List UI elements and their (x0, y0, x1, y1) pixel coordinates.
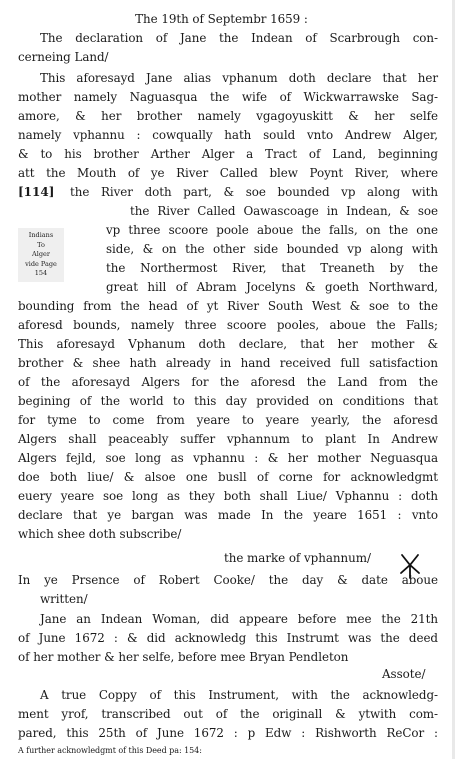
text-line-35: A true Coppy of this Instrument, with the acknowledg- (40, 688, 438, 702)
text-line-13: the Northermost River, that Treaneth by the (106, 261, 438, 275)
text-line-4: mother namely Naguasqua the wife of Wickwarrawske Sag- (18, 90, 438, 104)
text-line-34: Assote/ (382, 667, 426, 681)
text-line-32: of June 1672 : & did acknowledg this Instrumt was the deed (18, 631, 438, 645)
text-line-24: doe both liue/ & alsoe one busll of corne for acknowledgmt (18, 470, 438, 484)
page-reference: [114] (18, 185, 55, 199)
text-line-27: which shee doth subscribe/ (18, 527, 182, 541)
text-line-1: The declaration of Jane the Indean of Scarbrough con- (40, 31, 438, 45)
text-line-21: for tyme to come from yeare to yeare yearly, the aforesd (18, 413, 438, 427)
margin-note-line-5: 154 (34, 269, 48, 278)
text-line-36: ment yrof, transcribed out of the originall & ytwith com- (18, 707, 438, 721)
text-line-37: pared, this 25th of June 1672 : p Edw : Rishworth ReCor : (18, 726, 438, 740)
text-line-8: att the Mouth of ye River Called blew Poynt River, where (18, 166, 438, 180)
text-line-30: written/ (40, 592, 88, 606)
text-line-26: declare that ye bargan was made In the yeare 1651 : vnto (18, 508, 438, 522)
text-line-7: & to his brother Arther Alger a Tract of Land, beginning (18, 147, 438, 161)
text-line-16: aforesd bounds, namely three scoore pooles, aboue the Falls; (18, 318, 438, 332)
text-line-20: begining of the world to this day provided on conditions that (18, 394, 438, 408)
text-line-14: great hill of Abram Jocelyns & goeth Northward, (106, 280, 438, 294)
text-line-29: In ye Prsence of Robert Cooke/ the day & date aboue (18, 573, 438, 587)
margin-note (18, 228, 64, 282)
text-line-11: vp three scoore poole aboue the falls, on the one (106, 223, 438, 237)
text-line-2: cerneing Land/ (18, 50, 109, 64)
text-line-19: of the aforesayd Algers for the aforesd the Land from the (18, 375, 438, 389)
text-line-23: Algers fejld, soe long as vphannu : & her mother Neguasqua (18, 451, 438, 465)
text-line-17: This aforesayd Vphanum doth declare, that her mother & (18, 337, 438, 351)
text-line-33: of her mother & her selfe, before mee Bryan Pendleton (18, 650, 349, 664)
text-line-3: This aforesayd Jane alias vphanum doth declare that her (40, 71, 438, 85)
text-line-22: Algers shall peaceably suffer vphannum to plant In Andrew (18, 432, 438, 446)
document-heading: The 19th of Septembr 1659 : (135, 12, 308, 26)
text-line-18: brother & shee hath already in hand received full satisfaction (18, 356, 438, 370)
signature-line: the marke of vphannum/ (224, 551, 371, 565)
text-line-6: namely vphannu : cowqually hath sould vnto Andrew Alger, (18, 128, 438, 142)
text-line-31: Jane an Indean Woman, did appeare before mee the 21th (40, 612, 438, 626)
margin-note-line-1: Indians (28, 231, 54, 239)
text-line-5: amore, & her brother namely vgagoyuskitt & her selfe (18, 109, 438, 123)
text-line-25: euery yeare soe long as they both shall Liue/ Vphannu : doth (18, 489, 438, 503)
text-line-10: the River Called Oawascoage in Indean, & soe (130, 204, 438, 218)
text-line-9: the River doth part, & soe bounded vp along with (70, 185, 438, 199)
footnote: A further acknowledgmt of this Deed pa: 154: (18, 746, 202, 755)
margin-note-line-4: vide Page (25, 259, 57, 268)
text-line-15: bounding from the head of yt River South West & soe to the (18, 299, 438, 313)
margin-note-line-2: To (37, 240, 45, 249)
text-line-12: side, & on the other side bounded vp along with (106, 242, 438, 256)
margin-note-line-3: Alger (32, 250, 50, 259)
